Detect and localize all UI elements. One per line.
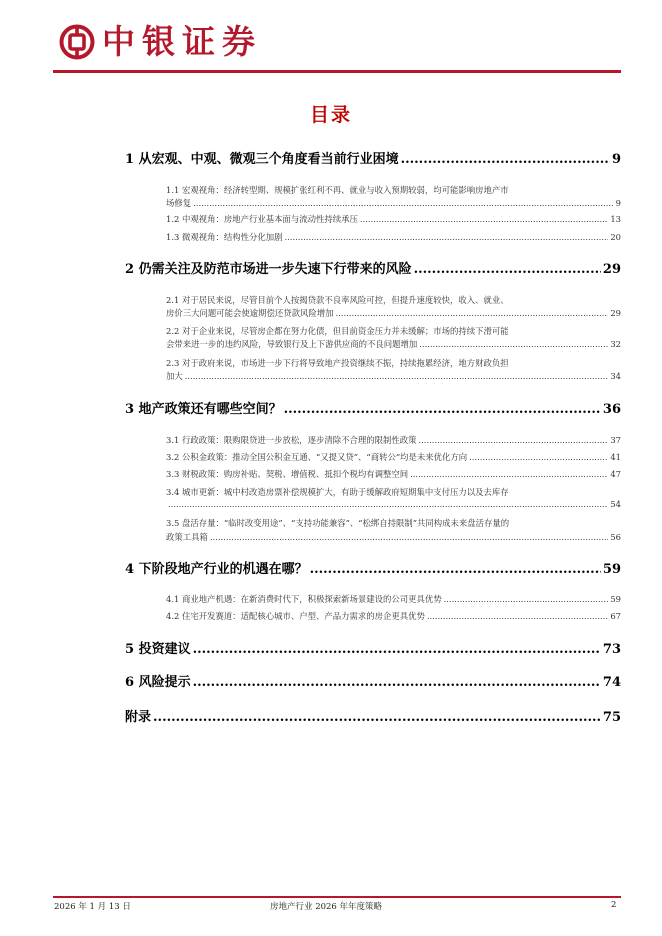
toc-entry-3-5[interactable] xyxy=(166,531,621,543)
toc-entry-label: 1 从宏观、中观、微观三个角度看当前行业困境 xyxy=(125,152,399,167)
toc-leader-dots xyxy=(185,371,609,381)
toc-page-number: 36 xyxy=(602,402,621,417)
toc-leader-dots xyxy=(193,675,601,690)
toc-page-number: 59 xyxy=(610,594,621,604)
toc-entry-label: 房价三大问题可能会使逾期偿还贷款风险增加 xyxy=(166,308,334,318)
toc-entry-label: 4.2 住宅开发赛道：适配核心城市、户型、产品力需求的房企更具优势 xyxy=(166,611,425,621)
toc-page-number: 67 xyxy=(610,611,621,621)
toc-entry-3-4[interactable] xyxy=(166,499,621,509)
toc-entry-2-2[interactable] xyxy=(166,338,621,350)
toc-entry-label: 1.3 微观视角：结构性分化加剧 xyxy=(166,232,283,242)
toc-leader-dots xyxy=(153,710,601,725)
toc-entry-3-2[interactable] xyxy=(166,451,621,463)
toc-entry-label: 2 仍需关注及防范市场进一步失速下行带来的风险 xyxy=(125,262,412,277)
toc-entry-label: 3 地产政策还有哪些空间？ xyxy=(125,402,282,417)
toc-entry-1-3[interactable] xyxy=(166,231,621,243)
footer-divider xyxy=(53,896,621,898)
toc-entry-3-4-line1[interactable]: 3.4 城市更新：城中村改造房票补偿规模扩大，有助于缓解政府短期集中支付压力以及去库存 xyxy=(166,487,509,497)
toc-entry-4-1[interactable] xyxy=(166,593,621,605)
bank-of-china-logo-icon xyxy=(59,24,95,60)
toc-entry-label: 场修复 xyxy=(166,198,192,208)
toc-entry-2-3-line1[interactable]: 2.3 对于政府来说，市场进一步下行将导致地产投资继续不振，持续拖累经济，地方财政负担 xyxy=(166,358,509,368)
toc-entry-label: 6 风险提示 xyxy=(125,675,191,690)
toc-entry-appendix[interactable] xyxy=(125,706,621,725)
toc-leader-dots xyxy=(401,152,610,167)
toc-entry-section-3[interactable] xyxy=(125,398,621,417)
toc-page-number: 32 xyxy=(610,339,621,349)
toc-entry-section-2[interactable] xyxy=(125,258,621,277)
toc-entry-2-1[interactable] xyxy=(166,307,621,319)
toc-leader-dots xyxy=(427,611,608,621)
toc-page-number: 9 xyxy=(611,152,621,167)
toc-leader-dots xyxy=(414,262,601,277)
toc-page-number: 56 xyxy=(610,532,621,542)
toc-leader-dots xyxy=(336,308,609,318)
toc-entry-3-3[interactable] xyxy=(166,468,621,480)
toc-entry-label: 4.1 商业地产机遇：在新消费时代下，积极探索新场景建设的公司更具优势 xyxy=(166,594,442,604)
toc-entry-section-5[interactable] xyxy=(125,638,621,657)
toc-entry-label: 4 下阶段地产行业的机遇在哪？ xyxy=(125,562,308,577)
toc-page-number: 47 xyxy=(610,469,621,479)
toc-leader-dots xyxy=(193,198,614,208)
toc-leader-dots xyxy=(419,339,608,349)
toc-entry-label: 5 投资建议 xyxy=(125,642,191,657)
footer-page-number: 2 xyxy=(611,900,617,910)
toc-entry-1-1[interactable] xyxy=(166,197,621,209)
toc-entry-label: 附录 xyxy=(125,710,152,725)
toc-leader-dots xyxy=(469,452,608,462)
toc-entry-3-1[interactable] xyxy=(166,434,621,446)
toc-leader-dots xyxy=(410,469,608,479)
toc-page-number: 41 xyxy=(610,452,621,462)
toc-entry-2-3[interactable] xyxy=(166,370,621,382)
toc-leader-dots xyxy=(418,435,608,445)
toc-entry-label: 3.3 财税政策：购房补贴、契税、增值税、抵扣个税均有调整空间 xyxy=(166,469,409,479)
toc-leader-dots xyxy=(193,642,601,657)
toc-leader-dots xyxy=(284,402,601,417)
toc-entry-section-6[interactable] xyxy=(125,671,621,690)
toc-entry-1-1-line1[interactable]: 1.1 宏观视角：经济转型期、规模扩张红利不再、就业与收入预期较弱，均可能影响房地产市 xyxy=(166,185,509,195)
footer-report-title: 房地产行业 2026 年年度策略 xyxy=(270,902,383,912)
toc-entry-label: 加大 xyxy=(166,371,183,381)
toc-page-number: 74 xyxy=(602,675,621,690)
toc-title: 目录 xyxy=(309,104,352,126)
brand-name: 中银证券 xyxy=(102,22,262,61)
toc-entry-3-5-line1[interactable]: 3.5 盘活存量：“临时改变用途”、“支持功能兼容”、“松绑自持限制”共同构成未来盘活存量的 xyxy=(166,518,510,528)
toc-entry-label: 3.2 公积金政策：推动全国公积金互通、“又提又贷”、“商转公”均是未来优化方向 xyxy=(166,452,468,462)
toc-page-number: 29 xyxy=(602,262,621,277)
toc-page-number: 29 xyxy=(610,308,621,318)
toc-page-number: 9 xyxy=(615,198,621,208)
toc-page-number: 13 xyxy=(610,214,621,224)
toc-entry-label: 3.1 行政政策：限购限贷进一步放松，逐步清除不合理的限制性政策 xyxy=(166,435,417,445)
toc-leader-dots xyxy=(444,594,609,604)
toc-leader-dots xyxy=(360,214,608,224)
toc-page-number: 54 xyxy=(610,499,621,509)
footer-date: 2026 年 1 月 13 日 xyxy=(54,902,131,912)
toc-page-number: 73 xyxy=(602,642,621,657)
toc-leader-dots xyxy=(210,532,608,542)
toc-leader-dots xyxy=(168,499,608,509)
header-divider xyxy=(53,70,621,73)
toc-entry-1-2[interactable] xyxy=(166,213,621,225)
toc-page-number: 34 xyxy=(610,371,621,381)
toc-entry-label: 1.2 中观视角：房地产行业基本面与流动性持续承压 xyxy=(166,214,358,224)
toc-entry-4-2[interactable] xyxy=(166,610,621,622)
toc-page-number: 37 xyxy=(610,435,621,445)
toc-entry-section-4[interactable] xyxy=(125,558,621,577)
toc-leader-dots xyxy=(310,562,601,577)
toc-entry-2-1-line1[interactable]: 2.1 对于居民来说，尽管目前个人按揭贷款不良率风险可控，但提升速度较快，收入、就业、 xyxy=(166,295,509,305)
toc-entry-2-2-line1[interactable]: 2.2 对于企业来说，尽管房企都在努力化债，但目前资金压力并未缓解；市场的持续下滑可能 xyxy=(166,326,509,336)
toc-entry-label: 政策工具箱 xyxy=(166,532,208,542)
toc-leader-dots xyxy=(284,232,608,242)
toc-page-number: 75 xyxy=(602,710,621,725)
toc-entry-label: 会带来进一步的违约风险，导致银行及上下游供应商的不良问题增加 xyxy=(166,339,418,349)
toc-page-number: 20 xyxy=(610,232,621,242)
toc-page-number: 59 xyxy=(602,562,621,577)
toc-entry-section-1[interactable] xyxy=(125,148,621,167)
